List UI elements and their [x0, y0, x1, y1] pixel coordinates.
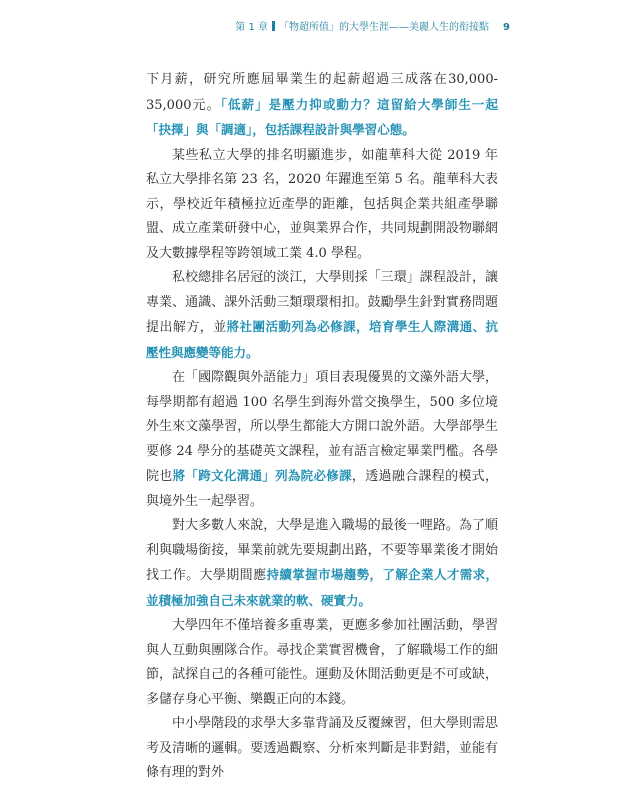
highlighted-text: 將社團活動列為必修課，培育學生人際溝通、抗壓性與應變等能力。 — [146, 319, 498, 360]
chapter-label: 第 1 章 — [235, 22, 269, 33]
paragraph-text: 對大多數人來說，大學是進入職場的最後一哩路。為了順利與職場銜接，畢業前就先要規劃出路，不要等畢業後才開始找工作。大學期間應 — [146, 518, 498, 583]
paragraph — [146, 614, 498, 712]
paragraph — [146, 366, 498, 514]
paragraph — [146, 144, 498, 267]
running-header — [235, 18, 510, 33]
paragraph-text: 在「國際觀與外語能力」項目表現優異的文藻外語大學，每學期都有超過 100 名學生到海外當交換學生，500 多位境外生來文藻學習，所以學生都能大方開口說外語。大學部學生要修 24 學分的基礎英文課程，並有語言檢定畢業門檻。各學院也 — [146, 370, 498, 484]
paragraph — [146, 266, 498, 366]
paragraph-text: 大學四年不僅培養多重專業，更應多參加社團活動，學習與人互動與團隊合作。尋找企業實習機會，了解職場工作的細節，試探自己的各種可能性。運動及休閒活動更是不可或缺，多儲存身心平衡、樂觀正向的本錢。 — [146, 618, 498, 707]
paragraph — [146, 68, 498, 144]
highlighted-text: 持續掌握市場趨勢，了解企業人才需求，並積極加強自己未來就業的軟、硬實力。 — [146, 567, 498, 608]
highlighted-text: 將「跨文化溝通」列為院必修課 — [172, 468, 352, 483]
paragraph-text: 某些私立大學的排名明顯進步，如龍華科大從 2019 年私立大學排名第 23 名，2020 年躍進至第 5 名。龍華科大表示，學校近年積極拉近產學的距離，包括與企業共組產學聯盟、成立產業研發中心，並與業界合作，共同規劃開設物聯網及大數據學程等跨領域工業 4.0 學程。 — [146, 147, 498, 261]
page-number: 9 — [503, 22, 510, 33]
highlighted-text: 「低薪」是壓力抑或動力？這留給大學師生一起「抉擇」與「調適」，包括課程設計與學習心態。 — [146, 96, 498, 137]
paragraph-text: 中小學階段的求學大多靠背誦及反覆練習，但大學則需思考及清晰的邏輯。要透過觀察、分析來判斷是非對錯，並能有條有理的對外 — [146, 716, 498, 780]
paragraph-text: 下月薪，研究所應屆畢業生的起薪超過三成落在30,000-35,000元。 — [146, 72, 498, 113]
body-text — [146, 68, 498, 786]
paragraph — [146, 712, 498, 786]
chapter-title: 「物超所值」的大學生涯——美麗人生的衔接點 — [279, 22, 490, 33]
paragraph-text: 私校總排名居冠的淡江，大學則採「三環」課程設計，讓專業、通識、課外活動三類環環相扣。鼓勵學生針對實務問題提出解方，並 — [146, 270, 498, 335]
paragraph — [146, 514, 498, 614]
paragraph-text: ，透過融合課程的模式，與境外生一起學習。 — [146, 469, 498, 509]
header-divider — [272, 21, 275, 31]
